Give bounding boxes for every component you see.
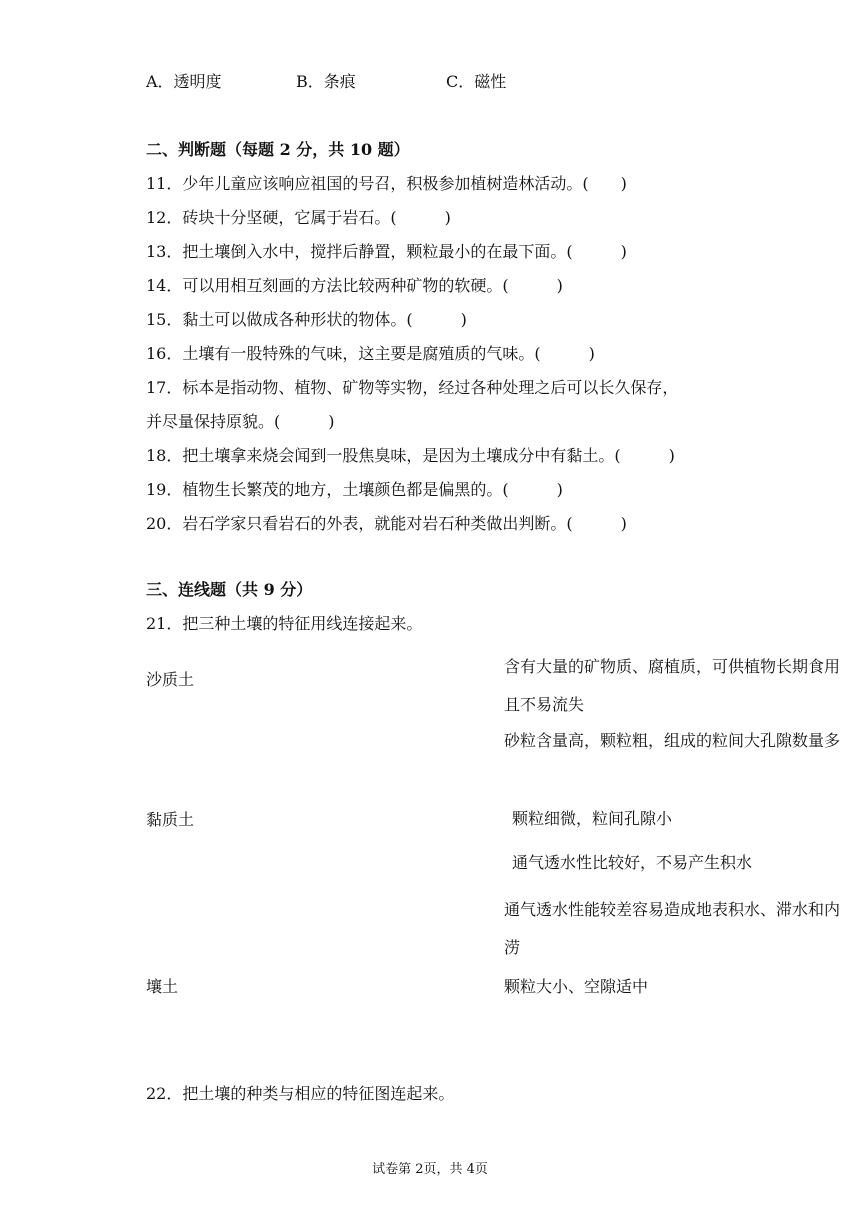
option-b: B．条痕 [296, 72, 356, 91]
question-17-continued: 并尽量保持原貌。( ) [146, 412, 335, 431]
feature-4: 通气透水性比较好，不易产生积水 [512, 853, 753, 872]
feature-6: 颗粒大小、空隙适中 [504, 977, 649, 996]
question-22: 22．把土壤的种类与相应的特征图连起来。 [146, 1084, 455, 1103]
question-18: 18．把土壤拿来烧会闻到一股焦臭味，是因为土壤成分中有黏土。( ) [146, 446, 675, 465]
section-heading-judgement: 二、判断题（每题 2 分，共 10 题） [146, 140, 410, 159]
question-19: 19．植物生长繁茂的地方，土壤颜色都是偏黑的。( ) [146, 480, 563, 499]
question-14: 14．可以用相互刻画的方法比较两种矿物的软硬。( ) [146, 276, 563, 295]
feature-1: 含有大量的矿物质、腐植质，可供植物长期食用且不易流失 [504, 657, 841, 714]
option-a: A．透明度 [146, 72, 222, 91]
soil-type-loam: 壤土 [146, 977, 179, 996]
feature-2: 砂粒含量高，颗粒粗，组成的粒间大孔隙数量多 [504, 731, 841, 750]
feature-3: 颗粒细微，粒间孔隙小 [512, 809, 673, 828]
option-c: C．磁性 [446, 72, 507, 91]
page-footer: 试卷第 2页，共 4页 [372, 1162, 488, 1177]
question-16: 16．土壤有一股特殊的气味，这主要是腐殖质的气味。( ) [146, 344, 595, 363]
question-15: 15．黏土可以做成各种形状的物体。( ) [146, 310, 467, 329]
question-20: 20．岩石学家只看岩石的外表，就能对岩石种类做出判断。( ) [146, 514, 627, 533]
question-17: 17．标本是指动物、植物、矿物等实物，经过各种处理之后可以长久保存， [146, 378, 679, 397]
question-12: 12．砖块十分坚硬，它属于岩石。( ) [146, 208, 451, 227]
soil-type-clay: 黏质土 [146, 810, 195, 829]
question-13: 13．把土壤倒入水中，搅拌后静置，颗粒最小的在最下面。( ) [146, 242, 627, 261]
feature-5: 通气透水性能较差容易造成地表积水、滞水和内涝 [504, 900, 841, 957]
question-21: 21．把三种土壤的特征用线连接起来。 [146, 614, 423, 633]
section-heading-matching: 三、连线题（共 9 分） [146, 580, 313, 599]
soil-type-sandy: 沙质土 [146, 670, 195, 689]
question-11: 11．少年儿童应该响应祖国的号召，积极参加植树造林活动。( ) [146, 174, 627, 193]
